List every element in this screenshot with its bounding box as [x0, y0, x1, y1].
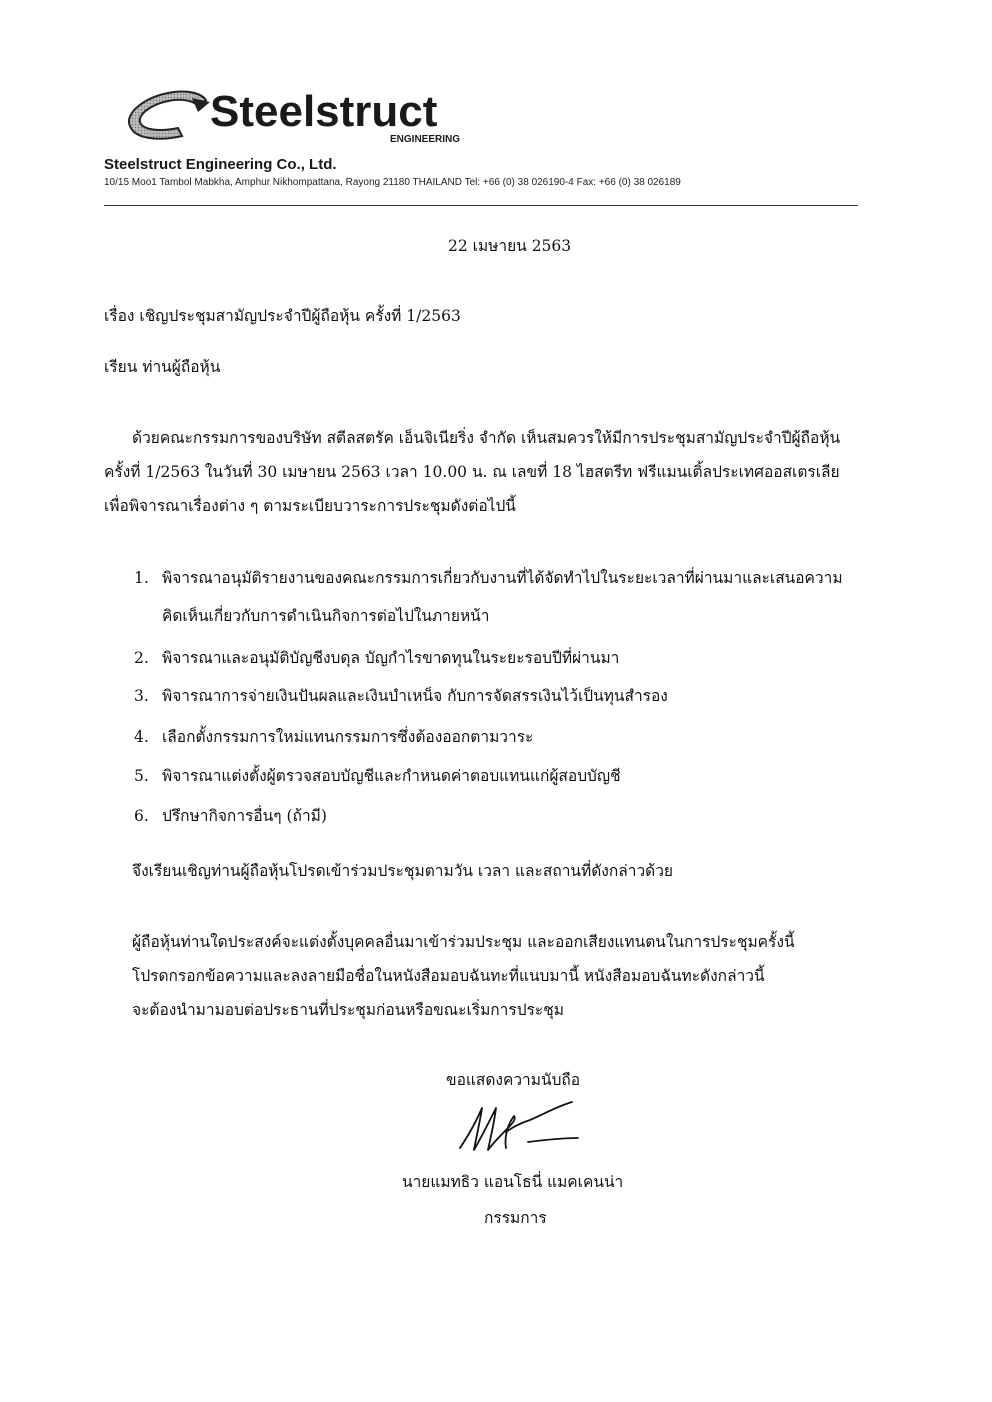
intro-line: เพื่อพิจารณาเรื่องต่าง ๆ ตามระเบียบวาระการประชุมดังต่อไปนี้ [104, 497, 516, 515]
agenda-item-text: ปรึกษากิจการอื่นๆ (ถ้ามี) [162, 807, 327, 825]
letter-salutation: เรียน ท่านผู้ถือหุ้น [104, 358, 221, 376]
agenda-number: 4. [134, 728, 149, 746]
company-logo [122, 84, 462, 146]
regards: ขอแสดงความนับถือ [446, 1071, 581, 1089]
logo-swoosh-icon [129, 91, 210, 138]
proxy-line: ผู้ถือหุ้นท่านใดประสงค์จะแต่งตั้งบุคคลอื่นมาเข้าร่วมประชุม และออกเสียงแทนตนในการประชุมครั้งนี้ [132, 933, 795, 951]
closing-line: จึงเรียนเชิญท่านผู้ถือหุ้นโปรดเข้าร่วมประชุมตามวัน เวลา และสถานที่ดังกล่าวด้วย [132, 862, 674, 880]
signer-title: กรรมการ [484, 1209, 547, 1227]
agenda-number: 6. [134, 807, 149, 825]
logo-subtext: ENGINEERING [390, 134, 461, 145]
company-name: Steelstruct Engineering Co., Ltd. [104, 156, 337, 173]
agenda-number: 3. [134, 687, 149, 705]
letter-subject: เรื่อง เชิญประชุมสามัญประจำปีผู้ถือหุ้น ครั้งที่ 1/2563 [104, 307, 461, 325]
signer-name: นายแมทธิว แอนโธนี่ แมคเคนน่า [402, 1173, 624, 1191]
signature-image [454, 1098, 584, 1156]
proxy-line: โปรดกรอกข้อความและลงลายมือชื่อในหนังสือมอบฉันทะที่แนบมานี้ หนังสือมอบฉันทะดังกล่าวนี้ [132, 967, 765, 985]
intro-line: ด้วยคณะกรรมการของบริษัท สตีลสตรัค เอ็นจิเนียริ่ง จำกัด เห็นสมควรให้มีการประชุมสามัญประจำปีผู้ถือหุ้น [132, 429, 841, 447]
agenda-item-text: เลือกตั้งกรรมการใหม่แทนกรรมการซึ่งต้องออกตามวาระ [162, 728, 534, 746]
letter-date: 22 เมษายน 2563 [448, 237, 572, 255]
agenda-number: 2. [134, 649, 149, 667]
logo-wordmark: Steelstruct [210, 87, 438, 136]
company-address: 10/15 Moo1 Tambol Mabkha, Amphur Nikhompattana, Rayong 21180 THAILAND Tel: +66 (0) 38 026190-4 Fax: +66 (0) 38 026189 [104, 177, 681, 188]
proxy-line: จะต้องนำมามอบต่อประธานที่ประชุมก่อนหรือขณะเริ่มการประชุม [132, 1001, 564, 1019]
agenda-item-text: พิจารณาการจ่ายเงินปันผลและเงินบำเหน็จ กับการจัดสรรเงินไว้เป็นทุนสำรอง [162, 687, 668, 705]
agenda-item-text: พิจารณาอนุมัติรายงานของคณะกรรมการเกี่ยวกับงานที่ได้จัดทำไปในระยะเวลาที่ผ่านมาและเสนอความ [162, 569, 843, 587]
agenda-item-text: พิจารณาแต่งตั้งผู้ตรวจสอบบัญชีและกำหนดค่าตอบแทนแก่ผู้สอบบัญชี [162, 767, 621, 785]
agenda-item-text: พิจารณาและอนุมัติบัญชีงบดุล บัญกำไรขาดทุนในระยะรอบปีที่ผ่านมา [162, 649, 620, 667]
agenda-number: 1. [134, 569, 149, 587]
header-divider [104, 205, 858, 206]
agenda-item-text: คิดเห็นเกี่ยวกับการดำเนินกิจการต่อไปในภายหน้า [162, 607, 490, 625]
agenda-number: 5. [134, 767, 149, 785]
intro-line: ครั้งที่ 1/2563 ในวันที่ 30 เมษายน 2563 เวลา 10.00 น. ณ เลขที่ 18 ไฮสตรีท ฟรีแมนเติ้ลประเทศออสเตรเลีย [104, 463, 840, 481]
